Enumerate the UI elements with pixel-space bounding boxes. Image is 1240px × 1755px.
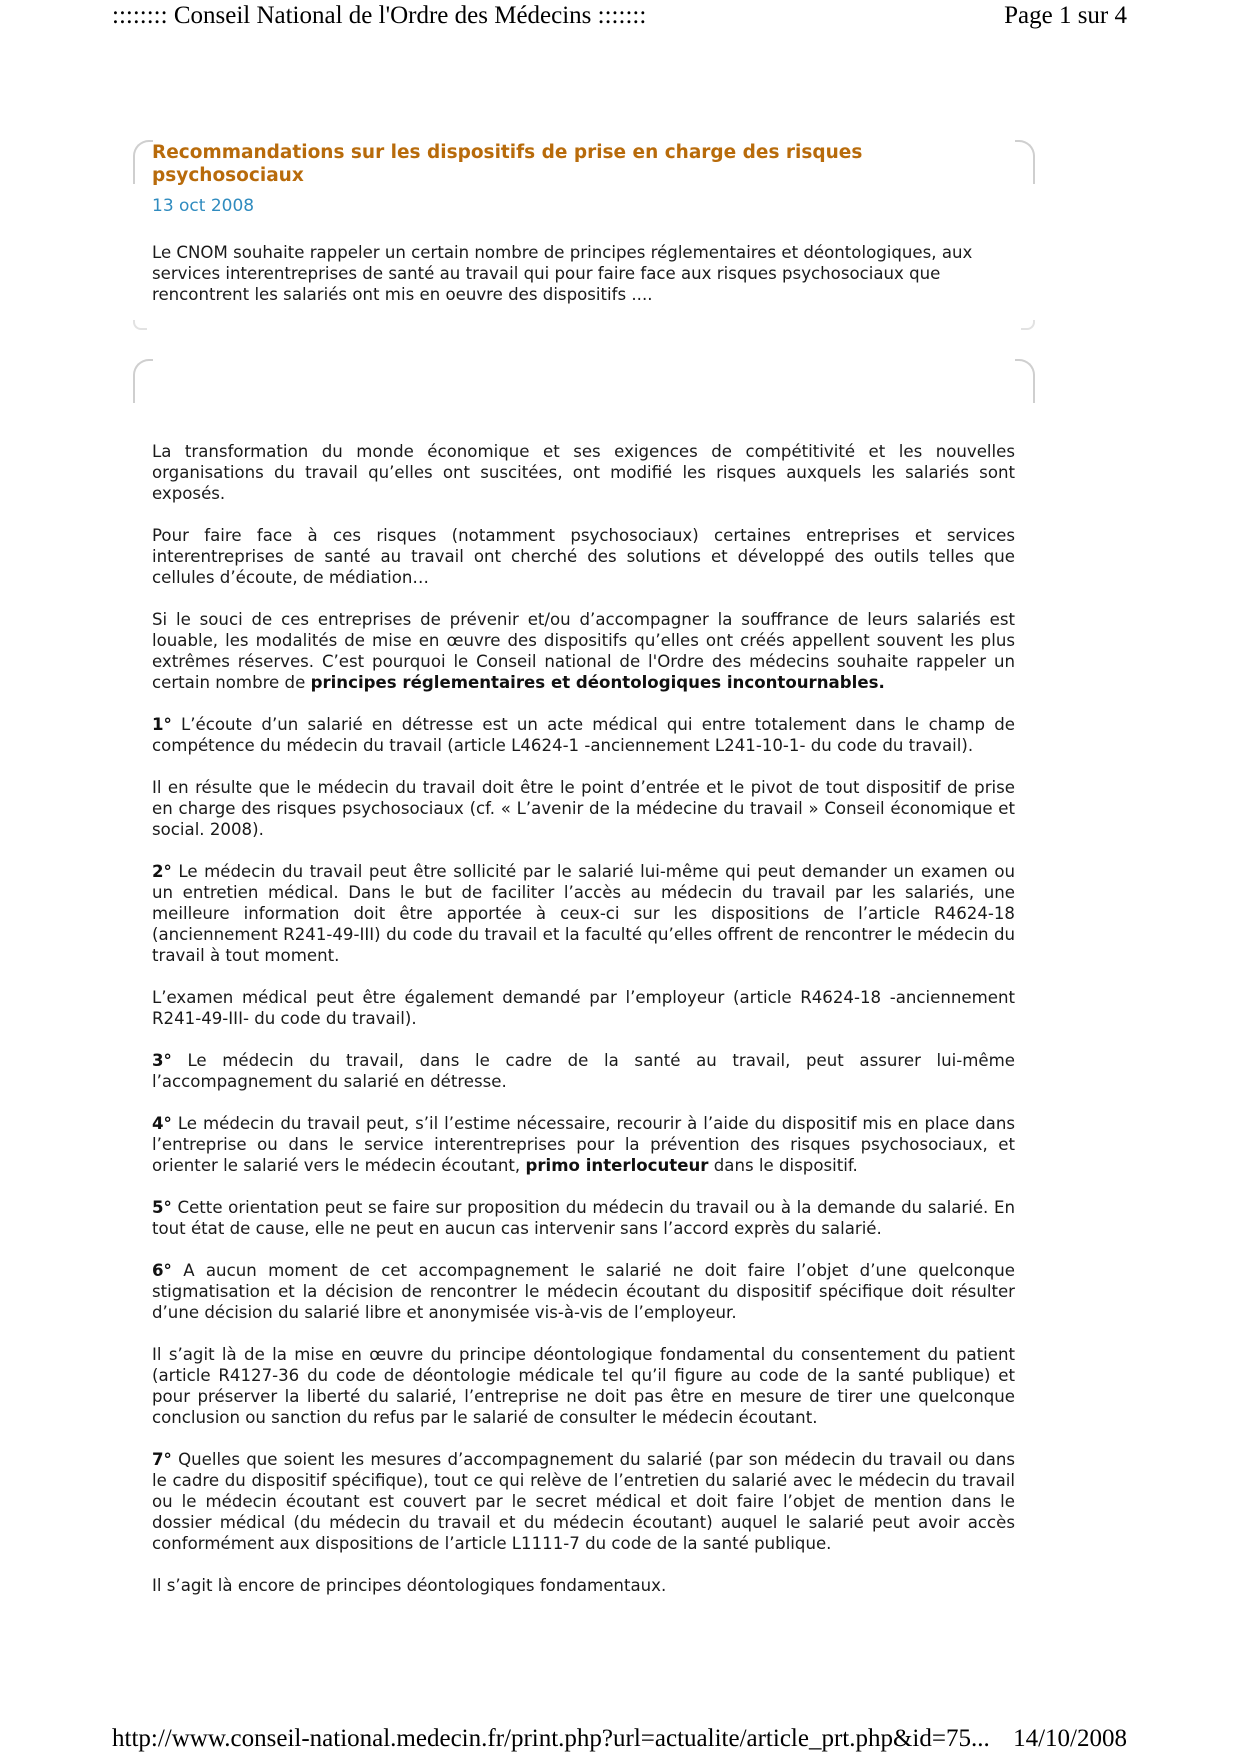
numbered-paragraph <box>152 1113 1015 1176</box>
paragraph-text: L’écoute d’un salarié en détresse est un acte médical qui entre totalement dans le champ de compétence du médecin du travail (article L4624-1 -anciennement L241-10-1- du code du travail). <box>152 715 1015 755</box>
article-body <box>152 441 1015 1617</box>
numbered-paragraph <box>152 1050 1015 1092</box>
print-header-title: :::::::: Conseil National de l'Ordre des Médecins ::::::: <box>112 2 647 29</box>
numbered-paragraph <box>152 714 1015 756</box>
point-number: 4° <box>152 1114 172 1133</box>
paragraph-text: Le médecin du travail peut être sollicité par le salarié lui-même qui peut demander un examen ou un entretien médical. Dans le but de faciliter l’accès au médecin du travail par les salariés, une meilleure information doit être apportée à ceux-ci sur les dispositions de l’article R4624-18 (anciennement R241-49-III) du code du travail et la faculté qu’elles offrent de rencontrer le médecin du travail à tout moment. <box>152 862 1015 965</box>
content-box-top <box>133 359 1035 411</box>
paragraph: L’examen médical peut être également demandé par l’employeur (article R4624-18 -anciennement R241-49-III- du code du travail). <box>152 988 1015 1028</box>
paragraph-text: A aucun moment de cet accompagnement le salarié ne doit faire l’objet d’une quelconque stigmatisation et la décision de rencontrer le médecin écoutant du dispositif spécifique doit résulter d’une décision du salarié libre et anonymisée vis-à-vis de l’employeur. <box>152 1261 1015 1322</box>
paragraph: Il s’agit là encore de principes déontologiques fondamentaux. <box>152 1576 667 1595</box>
paragraph-text: Le médecin du travail, dans le cadre de la santé au travail, peut assurer lui-même l’accompagnement du salarié en détresse. <box>152 1051 1015 1091</box>
frame-corner-top-left <box>133 359 153 403</box>
emphasis-text: principes réglementaires et déontologiques incontournables. <box>310 673 885 692</box>
paragraph: Il en résulte que le médecin du travail doit être le point d’entrée et le pivot de tout dispositif de prise en charge des risques psychosociaux (cf. « L’avenir de la médecine du travail » Conseil économique et social. 2008). <box>152 778 1015 839</box>
paragraph <box>152 609 1015 693</box>
frame-corner-top-right <box>1015 359 1035 403</box>
point-number: 1° <box>152 715 172 734</box>
paragraph: La transformation du monde économique et ses exigences de compétitivité et les nouvelles organisations du travail qu’elles ont suscitées, ont modifié les risques auxquels les salariés sont exposés. <box>152 442 1015 503</box>
emphasis-text: primo interlocuteur <box>525 1156 709 1175</box>
point-number: 5° <box>152 1198 172 1217</box>
numbered-paragraph <box>152 1449 1015 1554</box>
paragraph-text: Quelles que soient les mesures d’accompagnement du salarié (par son médecin du travail ou dans le cadre du dispositif spécifique), tout ce qui relève de l’entretien du salarié avec le médecin du travail ou le médecin écoutant est couvert par le secret médical et doit faire l’objet de mention dans le dossier médical (du médecin du travail et du médecin écoutant) auquel le salarié peut avoir accès conformément aux dispositions de l’article L1111-7 du code de la santé publique. <box>152 1450 1015 1553</box>
frame-corner-top-right <box>1015 140 1035 184</box>
paragraph-text: Pour faire face à ces risques (notamment psychosociaux) certaines entreprises et services interentreprises de santé au travail ont cherché des solutions et développé des outils telles que cellules d’écoute, de médiation… <box>152 526 1015 587</box>
frame-corner-bottom-right <box>1021 320 1035 330</box>
paragraph-text: Si le souci de ces entreprises de prévenir et/ou d’accompagner la souffrance de leurs salariés est louable, les modalités de mise en œuvre des dispositifs qu’elles ont créés appellent souvent les plus extrêmes réserves. C’est pourquoi le Conseil national de l'Ordre des médecins souhaite rappeler un certain nombre de <box>152 610 1015 692</box>
page-number: Page 1 sur 4 <box>1004 2 1127 29</box>
article-summary: Le CNOM souhaite rappeler un certain nombre de principes réglementaires et déontologiques, aux services interentreprises de santé au travail qui pour faire face aux risques psychosociaux que rencontrent les salariés ont mis en oeuvre des dispositifs .... <box>152 243 973 304</box>
paragraph-text: Cette orientation peut se faire sur proposition du médecin du travail ou à la demande du salarié. En tout état de cause, elle ne peut en aucun cas intervenir sans l’accord exprès du salarié. <box>152 1198 1015 1238</box>
frame-corner-top-left <box>133 140 153 184</box>
numbered-paragraph <box>152 1260 1015 1323</box>
paragraph <box>152 525 1015 588</box>
point-number: 3° <box>152 1051 172 1070</box>
paragraph-text: dans le dispositif. <box>708 1156 858 1175</box>
numbered-paragraph <box>152 861 1015 966</box>
numbered-paragraph <box>152 1197 1015 1239</box>
paragraph-text: Le médecin du travail peut, s’il l’estime nécessaire, recourir à l’aide du dispositif mis en place dans l’entreprise ou dans le service interentreprises pour la prévention des risques psychosociaux, et orienter le salarié vers le médecin écoutant, <box>152 1114 1015 1175</box>
point-number: 6° <box>152 1261 172 1280</box>
frame-corner-bottom-left <box>133 320 147 330</box>
article-title: Recommandations sur les dispositifs de prise en charge des risques psychosociaux <box>152 142 863 186</box>
print-date: 14/10/2008 <box>1013 1725 1127 1752</box>
print-url: http://www.conseil-national.medecin.fr/print.php?url=actualite/article_prt.php&id=75... <box>112 1725 990 1752</box>
paragraph: Il s’agit là de la mise en œuvre du principe déontologique fondamental du consentement du patient (article R4127-36 du code de déontologie médicale tel qu’il figure au code de la santé publique) et pour préserver la liberté du salarié, l’entreprise ne doit pas être en mesure de tirer une quelconque conclusion ou sanction du refus par le salarié de consulter le médecin écoutant. <box>152 1345 1015 1427</box>
point-number: 2° <box>152 862 172 881</box>
point-number: 7° <box>152 1450 172 1469</box>
article-date: 13 oct 2008 <box>152 196 255 216</box>
